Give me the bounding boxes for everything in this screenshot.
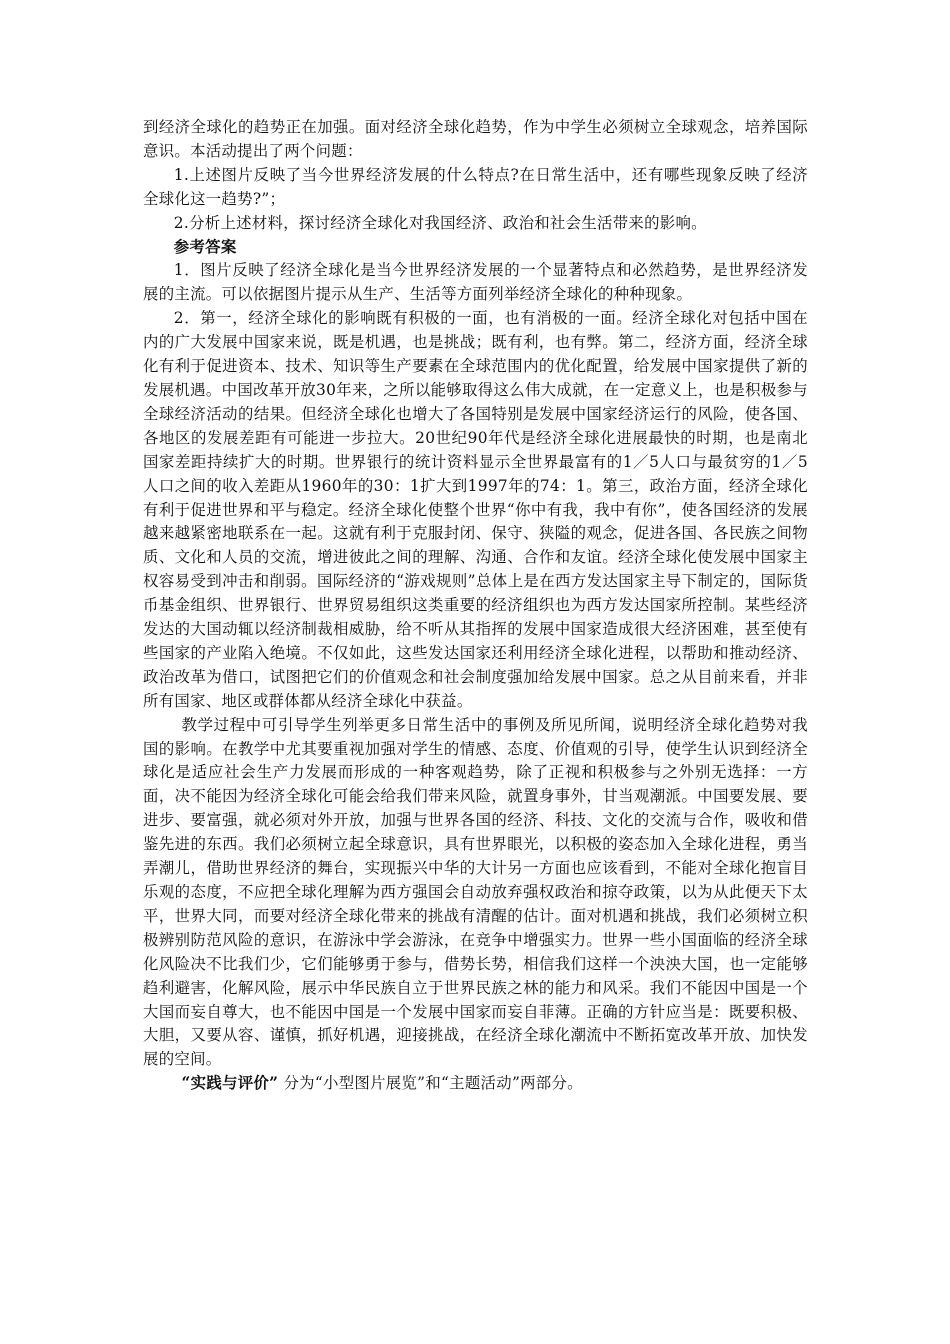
answer-2: 2．第一，经济全球化的影响既有积极的一面，也有消极的一面。经济全球化对包括中国在内的广大发展中国家来说，既是机遇，也是挑战；既有利，也有弊。第二，经济方面，经济全球化有利于促进资本、技术、知识等生产要素在全球范围内的优化配置，给发展中国家提供了新的发展机遇。中国改革开放30年来，之所以能够取得这么伟大成就，在一定意义上，也是积极参与全球经济活动的结果。但经济全球化也增大了各国特别是发展中国家经济运行的风险，使各国、各地区的发展差距有可能进一步拉大。20世纪90年代是经济全球化进展最快的时期，也是南北国家差距持续扩大的时期。世界银行的统计资料显示全世界最富有的1／5人口与最贫穷的1／5人口之间的收入差距从1960年的30：1扩大到1997年的74：1。第三，政治方面，经济全球化有利于促进世界和平与稳定。经济全球化使整个世界“你中有我，我中有你”，使各国经济的发展越来越紧密地联系在一起。这就有利于克服封闭、保守、狭隘的观念，促进各国、各民族之间物质、文化和人员的交流，增进彼此之间的理解、沟通、合作和友谊。经济全球化使发展中国家主权容易受到冲击和削弱。国际经济的“游戏规则”总体上是在西方发达国家主导下制定的，国际货币基金组织、世界银行、世界贸易组织这类重要的经济组织也为西方发达国家所控制。某些经济发达的大国动辄以经济制裁相威胁，给不听从其指挥的发展中国家造成很大经济困难，甚至使有些国家的产业陷入绝境。不仅如此，这些发达国家还利用经济全球化进程，以帮助和推动经济、政治改革为借口，试图把它们的价值观念和社会制度强加给发展中国家。总之从目前来看，并非所有国家、地区或群体都从经济全球化中获益。: [143, 309, 808, 710]
answer-heading: 参考答案: [173, 237, 237, 256]
question-1: 1.上述图片反映了当今世界经济发展的什么特点?在日常生活中，还有哪些现象反映了经济全球化这一趋势?”；: [143, 165, 808, 208]
intro-paragraph: 到经济全球化的趋势正在加强。面对经济全球化趋势，作为中学生必须树立全球观念，培养国际意识。本活动提出了两个问题：: [143, 118, 808, 160]
practice-evaluation-label: “实践与评价”: [181, 1074, 279, 1093]
teaching-paragraph: 教学过程中可引导学生列举更多日常生活中的事例及所见所闻，说明经济全球化趋势对我国的影响。在教学中尤其要重视加强对学生的情感、态度、价值观的引导，使学生认识到经济全球化是适应社会生产力发展而形成的一种客观趋势，除了正视和积极参与之外别无选择：一方面，决不能因为经济全球化可能会给我们带来风险，就置身事外，甘当观潮派。中国要发展、要进步、要富强，就必须对外开放，加强与世界各国的经济、科技、文化的交流与合作，吸收和借鉴先进的东西。我们必须树立起全球意识，具有世界眼光，以积极的姿态加入全球化进程，勇当弄潮儿，借助世界经济的舞台，实现振兴中华的大计另一方面也应该看到，不能对全球化抱盲目乐观的态度，不应把全球化理解为西方强国会自动放弃强权政治和掠夺政策，以为从此便天下太平，世界大同，而要对经济全球化带来的挑战有清醒的估计。面对机遇和挑战，我们必须树立积极辨别防范风险的意识，在游泳中学会游泳，在竞争中增强实力。世界一些小国面临的经济全球化风险决不比我们少，它们能够勇于参与，借势长势，相信我们这样一个泱泱大国，也一定能够趋利避害，化解风险，展示中华民族自立于世界民族之林的能力和风采。我们不能因中国是一个大国而妄自尊大，也不能因中国是一个发展中国家而妄自菲薄。正确的方针应当是：既要积极、大胆，又要从容、谨慎，抓好机遇，迎接挑战，在经济全球化潮流中不断拓宽改革开放、加快发展的空间。: [143, 715, 808, 1069]
answer-1: 1．图片反映了经济全球化是当今世界经济发展的一个显著特点和必然趋势，是世界经济发展的主流。可以依据图片提示从生产、生活等方面列举经济全球化的种种现象。: [143, 261, 808, 304]
question-2: 2.分析上述材料，探讨经济全球化对我国经济、政治和社会生活带来的影响。: [173, 213, 707, 232]
final-paragraph: [143, 1072, 808, 1096]
final-paragraph-text: 分为“小型图片展览”和“主题活动”两部分。: [278, 1074, 583, 1093]
document-page: [143, 116, 808, 1096]
